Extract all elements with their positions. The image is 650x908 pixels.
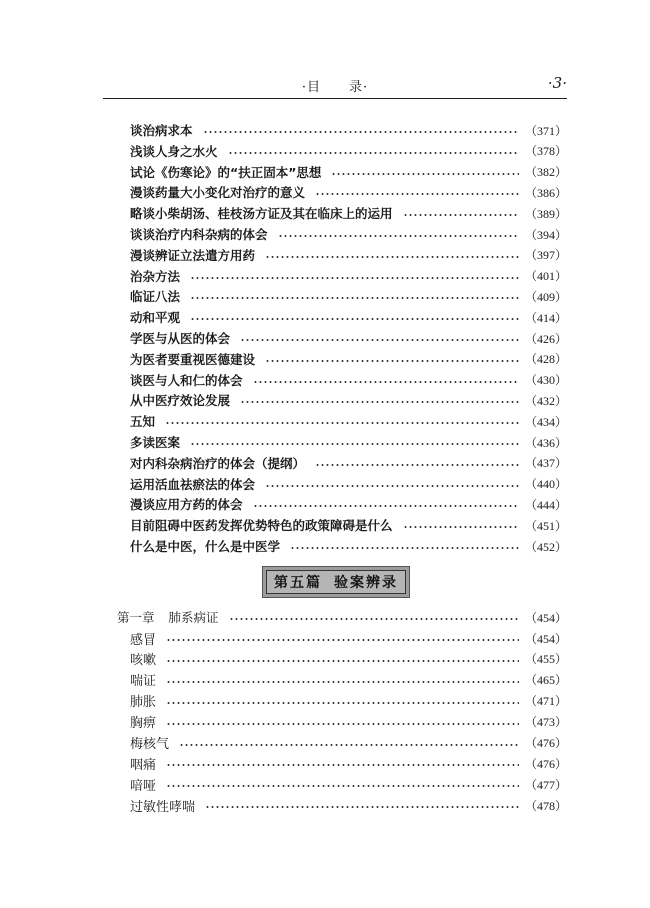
toc-entry[interactable] [130,245,567,265]
toc-entry-page: （478） [524,798,567,813]
toc-entry-title: 什么是中医，什么是中医学 [130,539,281,554]
leader-dots [166,702,519,704]
toc-entry[interactable] [130,411,567,431]
leader-dots [166,660,519,662]
toc-entry-title: 感冒 [130,632,157,648]
toc-entry[interactable] [130,370,567,390]
toc-entry[interactable] [130,494,567,514]
toc-entry-title: 谈医与人和仁的体会 [130,372,243,388]
toc-entry[interactable] [130,691,567,711]
chapter-name: 肺系病证 [168,610,219,625]
toc-entry[interactable] [130,390,567,410]
chapter-number: 第一章 [117,610,155,625]
toc-entry-page: （476） [524,736,567,750]
toc-entry-title: 为医者要重视医德建设 [130,351,256,367]
toc-entry[interactable] [130,712,567,732]
toc-entry-page: （465） [524,673,567,688]
leader-dots [315,464,519,466]
toc-entry-title: 梅核气 [130,737,170,752]
toc-entry-page: （409） [524,289,567,304]
toc-entry-page: （389） [524,206,567,221]
leader-dots [190,277,519,279]
leader-dots [166,639,519,641]
toc-entry-page: （476） [524,756,567,771]
toc-entry-title: 漫谈辨证立法遣方用药 [130,247,256,263]
part-name: 验案辨录 [334,575,398,591]
toc-entry-page: （430） [524,373,567,388]
leader-dots [166,764,519,766]
leader-dots [240,401,519,403]
leader-dots [190,297,519,299]
toc-entry-page: （428） [524,352,567,367]
leader-dots [315,193,519,195]
leader-dots [331,173,519,175]
toc-entry-title: 谈谈治疗内科杂病的体会 [130,227,268,242]
toc-entry[interactable] [130,266,567,286]
leader-dots [166,681,519,683]
toc-entry-title: 学医与从医的体会 [130,331,231,346]
toc-entry-title: 略谈小柴胡汤、桂枝汤方证及其在临床上的运用 [130,206,393,222]
leader-dots [253,505,519,507]
toc-entry[interactable] [130,286,567,306]
leader-dots [165,422,519,424]
toc-entry-title: 喑哑 [130,778,157,794]
toc-entry[interactable] [130,474,567,494]
leader-dots [228,152,519,154]
toc-entry-page: （454） [524,631,567,646]
toc-entry-title: 治杂方法 [130,268,181,284]
toc-entry[interactable] [130,328,567,348]
leader-dots [253,381,519,383]
toc-entry-page: （477） [524,777,567,792]
toc-entry[interactable] [130,307,567,327]
toc-entry-title: 咳嗽 [130,653,157,669]
toc-entry-title: 喘证 [130,674,157,690]
leader-dots [166,723,519,725]
toc-entry[interactable] [130,670,567,690]
toc-entry[interactable] [130,733,567,753]
toc-entry-title: 多读医案 [130,435,181,450]
toc-entry-page: （451） [524,518,567,533]
part-banner [262,566,410,598]
toc-entry[interactable] [130,453,567,473]
toc-entry[interactable] [130,162,567,182]
toc-entry-title: 从中医疗效论发展 [130,393,231,409]
toc-entry-title: 肺胀 [130,695,157,711]
leader-dots [240,339,519,341]
toc-entry-page: （455） [524,652,567,667]
toc-entry-page: （471） [524,694,567,709]
toc-entry[interactable] [130,515,567,535]
toc-entry[interactable] [130,120,567,140]
part-number: 第五篇 [274,575,322,591]
chapter-title [117,608,219,626]
toc-entry-page: （444） [524,497,567,512]
leader-dots [203,131,519,133]
header-title: ·目 录· [301,80,369,95]
toc-entry[interactable] [130,349,567,369]
toc-entry[interactable] [130,753,567,773]
toc-entry[interactable] [130,536,567,556]
toc-entry-title: 漫谈药量大小变化对治疗的意义 [130,185,306,201]
toc-entry-page: （473） [524,715,567,730]
toc-entry-page: （378） [524,144,567,159]
leader-dots [278,235,519,237]
toc-entry-page: （401） [524,269,567,284]
leader-dots [190,318,519,320]
toc-entry-page: （397） [524,248,567,263]
toc-entry-title: 五知 [130,414,156,430]
toc-entry[interactable] [130,628,567,648]
toc-entry[interactable] [130,432,567,452]
toc-entry-page: （386） [524,185,567,200]
toc-entry[interactable] [130,182,567,202]
toc-entry-page: （437） [524,456,567,471]
leader-dots [403,214,519,216]
toc-entry-page: （382） [524,165,567,180]
toc-entry-page: （371） [524,123,567,138]
toc-entry-title: 过敏性哮喘 [130,799,196,815]
leader-dots [265,256,519,258]
running-header [103,68,567,99]
leader-dots [179,744,519,746]
toc-entry-page: （434） [524,414,567,429]
chapter-row[interactable] [117,607,567,627]
toc-entry-title: 浅谈人身之水火 [130,143,218,159]
leader-dots [205,806,519,808]
toc-entry-title: 试论《伤寒论》的“扶正固本”思想 [130,164,322,180]
toc-entry[interactable] [130,141,567,161]
toc-entry-page: （414） [524,310,567,325]
leader-dots [403,526,519,528]
part-banner-inner [266,570,406,594]
leader-dots [190,443,519,445]
toc-entry-page: （440） [524,477,567,492]
toc-entry-page: （452） [524,539,567,554]
toc-entry[interactable] [130,649,567,669]
toc-entry-title: 临证八法 [130,289,181,305]
toc-entry-title: 谈治病求本 [130,123,193,138]
leader-dots [265,360,519,362]
toc-entry[interactable] [130,203,567,223]
toc-entry-title: 目前阻碍中医药发挥优势特色的政策障碍是什么 [130,518,393,534]
chapter-page: （454） [524,610,567,625]
toc-entry-page: （426） [524,331,567,346]
toc-entry[interactable] [130,224,567,244]
leader-dots [265,485,519,487]
toc-entry-title: 咽痛 [130,757,157,773]
toc-entry-title: 动和平观 [130,310,181,326]
toc-entry-title: 运用活血祛瘀法的体会 [130,476,256,492]
toc-entry[interactable] [130,774,567,794]
toc-entry[interactable] [130,795,567,815]
toc-entry-title: 对内科杂病治疗的体会（提纲） [130,455,306,471]
leader-dots [166,785,519,787]
leader-dots [290,547,519,549]
toc-entry-page: （394） [524,227,567,242]
leader-dots [229,618,519,620]
toc-entry-title: 胸痹 [130,716,157,732]
toc-entry-title: 漫谈应用方药的体会 [130,497,243,513]
header-page-number: ·3· [547,74,567,92]
toc-entry-page: （436） [524,435,567,450]
toc-entry-page: （432） [524,393,567,408]
